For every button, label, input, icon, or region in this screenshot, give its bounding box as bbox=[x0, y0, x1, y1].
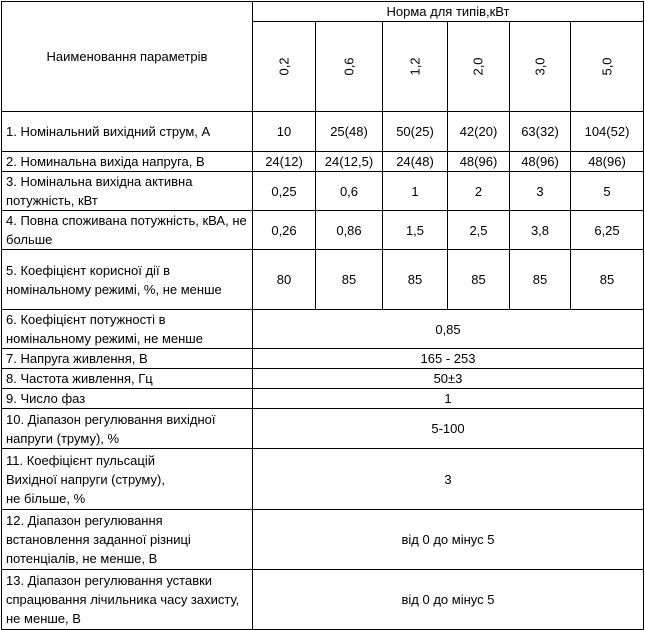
table-row bbox=[2, 449, 644, 510]
table-row bbox=[2, 250, 644, 310]
parameter-name: 9. Число фаз bbox=[2, 389, 253, 409]
parameter-name: 3. Номінальна вихідна активна потужність, кВт bbox=[2, 172, 253, 211]
value-cell-merged: 50±3 bbox=[253, 369, 644, 389]
parameter-name-header: Наименовання параметрів bbox=[2, 2, 253, 112]
type-label: 0,6 bbox=[341, 57, 357, 76]
value-cell-merged: 165 - 253 bbox=[253, 349, 644, 369]
table-row bbox=[2, 112, 644, 152]
table-row bbox=[2, 570, 644, 630]
table-row bbox=[2, 152, 644, 172]
parameter-name-line: Вихідної напруги (струму), bbox=[6, 471, 165, 487]
value-cell: 24(48) bbox=[383, 152, 448, 172]
value-cell-merged: від 0 до мінус 5 bbox=[253, 510, 644, 570]
parameter-name: 1. Номінальний вихідний струм, А bbox=[2, 112, 253, 152]
value-cell: 104(52) bbox=[571, 112, 644, 152]
type-header bbox=[316, 22, 383, 112]
table-row bbox=[2, 510, 644, 570]
norm-header: Норма для типів,кВт bbox=[253, 2, 644, 22]
parameter-name: 6. Коефіцієнт потужності в номінальному режимі, не менше bbox=[2, 310, 253, 349]
value-cell: 0,26 bbox=[253, 211, 316, 250]
value-cell: 5 bbox=[571, 172, 644, 211]
type-label: 1,2 bbox=[407, 57, 423, 76]
parameter-name-line: 11. Коефіцієнт пульсацій bbox=[6, 452, 155, 468]
value-cell: 1,5 bbox=[383, 211, 448, 250]
value-cell: 25(48) bbox=[316, 112, 383, 152]
value-cell: 2 bbox=[448, 172, 510, 211]
table-row bbox=[2, 369, 644, 389]
value-cell: 1 bbox=[383, 172, 448, 211]
value-cell: 80 bbox=[253, 250, 316, 310]
value-cell: 0,25 bbox=[253, 172, 316, 211]
table-row bbox=[2, 172, 644, 211]
value-cell: 0,86 bbox=[316, 211, 383, 250]
parameters-table bbox=[1, 1, 644, 630]
parameter-name: 8. Частота живлення, Гц bbox=[2, 369, 253, 389]
parameter-name: 5. Коефіцієнт корисної дії в номінальному режимі, %, не менше bbox=[2, 250, 253, 310]
type-label: 3,0 bbox=[532, 57, 548, 76]
value-cell: 63(32) bbox=[510, 112, 571, 152]
value-cell: 24(12) bbox=[253, 152, 316, 172]
value-cell-merged: 0,85 bbox=[253, 310, 644, 349]
type-label: 2,0 bbox=[470, 57, 486, 76]
table-row bbox=[2, 310, 644, 349]
value-cell: 42(20) bbox=[448, 112, 510, 152]
value-cell: 85 bbox=[316, 250, 383, 310]
parameter-name: 12. Діапазон регулювання встановлення заданної різниці потенціалів, не менше, В bbox=[2, 510, 253, 570]
parameter-name: 10. Діапазон регулювання вихідної напруги (труму), % bbox=[2, 409, 253, 449]
value-cell: 50(25) bbox=[383, 112, 448, 152]
value-cell: 85 bbox=[383, 250, 448, 310]
parameter-name: 7. Напруга живлення, В bbox=[2, 349, 253, 369]
value-cell: 85 bbox=[510, 250, 571, 310]
parameter-name-line: не більше, % bbox=[6, 490, 86, 506]
type-header bbox=[448, 22, 510, 112]
type-header bbox=[383, 22, 448, 112]
value-cell: 3,8 bbox=[510, 211, 571, 250]
table-row bbox=[2, 349, 644, 369]
value-cell: 2,5 bbox=[448, 211, 510, 250]
value-cell: 24(12,5) bbox=[316, 152, 383, 172]
type-label: 5,0 bbox=[599, 57, 615, 76]
type-label: 0,2 bbox=[276, 57, 292, 76]
parameter-name bbox=[2, 449, 253, 510]
parameter-name: 2. Номинальна вихіда напруга, В bbox=[2, 152, 253, 172]
table-row bbox=[2, 409, 644, 449]
table-row bbox=[2, 389, 644, 409]
value-cell-merged: 1 bbox=[253, 389, 644, 409]
value-cell: 48(96) bbox=[448, 152, 510, 172]
value-cell-merged: від 0 до мінус 5 bbox=[253, 570, 644, 630]
table-row bbox=[2, 211, 644, 250]
type-header bbox=[571, 22, 644, 112]
value-cell: 3 bbox=[510, 172, 571, 211]
value-cell: 10 bbox=[253, 112, 316, 152]
value-cell: 48(96) bbox=[510, 152, 571, 172]
value-cell-merged: 3 bbox=[253, 449, 644, 510]
parameter-name: 4. Повна споживана потужність, кВА, не больше bbox=[2, 211, 253, 250]
value-cell: 85 bbox=[448, 250, 510, 310]
value-cell: 48(96) bbox=[571, 152, 644, 172]
value-cell: 85 bbox=[571, 250, 644, 310]
parameter-name: 13. Діапазон регулювання уставки спрацювання лічильника часу захисту, не менше, В bbox=[2, 570, 253, 630]
value-cell-merged: 5-100 bbox=[253, 409, 644, 449]
type-header bbox=[510, 22, 571, 112]
value-cell: 6,25 bbox=[571, 211, 644, 250]
type-header bbox=[253, 22, 316, 112]
value-cell: 0,6 bbox=[316, 172, 383, 211]
